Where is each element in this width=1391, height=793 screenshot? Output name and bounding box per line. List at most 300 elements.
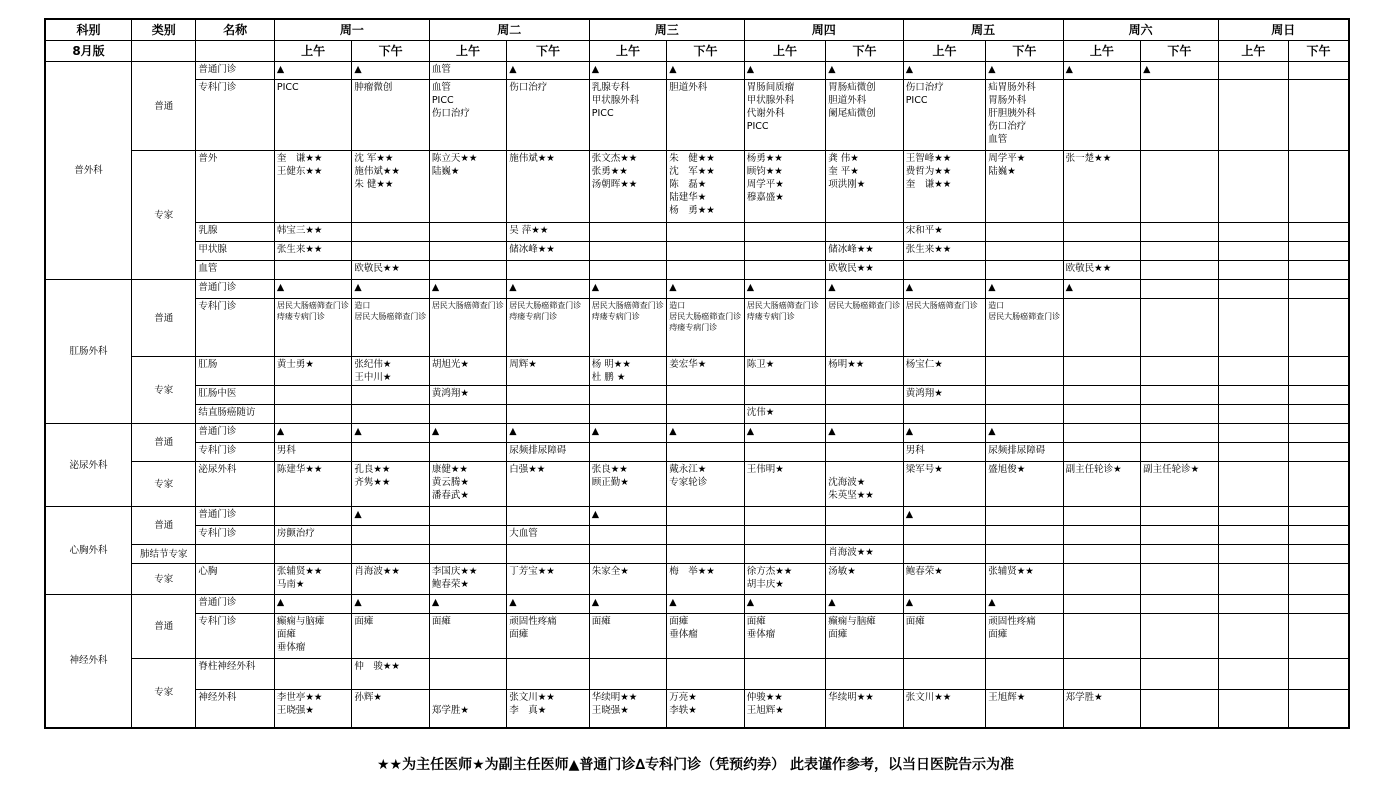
- schedule-cell: [903, 261, 985, 280]
- schedule-cell: [352, 405, 429, 424]
- schedule-cell: 杨明★★: [826, 357, 903, 386]
- schedule-cell: 居民大肠癌筛查门诊: [903, 299, 985, 357]
- schedule-cell: [589, 659, 666, 690]
- schedule-cell: 杨宝仁★: [903, 357, 985, 386]
- schedule-cell: [667, 659, 744, 690]
- schedule-cell: [1218, 507, 1288, 526]
- schedule-cell: [429, 526, 506, 545]
- schedule-cell: ▲: [744, 280, 825, 299]
- schedule-cell: 造口 居民大肠癌筛查门诊 痔瘘专病门诊: [667, 299, 744, 357]
- header-pm: 下午: [986, 41, 1063, 62]
- schedule-cell: [1289, 62, 1349, 80]
- schedule-cell: 黄鸿翔★: [903, 386, 985, 405]
- clinic-name-cell: 普通门诊: [196, 424, 274, 443]
- schedule-cell: 乳腺专科 甲状腺外科 PICC: [589, 80, 666, 151]
- schedule-cell: ▲: [274, 595, 351, 614]
- schedule-cell: [826, 405, 903, 424]
- schedule-cell: [1063, 614, 1140, 659]
- schedule-cell: [744, 443, 825, 462]
- clinic-schedule-table: [44, 18, 1350, 729]
- schedule-cell: [507, 386, 590, 405]
- category-cell: 肺结节专家: [132, 545, 196, 564]
- schedule-cell: ▲: [667, 595, 744, 614]
- schedule-cell: ▲: [429, 280, 506, 299]
- schedule-cell: 杨勇★★ 顾钧★★ 周学平★ 穆嘉盛★: [744, 151, 825, 223]
- schedule-cell: [589, 261, 666, 280]
- schedule-cell: [903, 659, 985, 690]
- header-day-tue: 周二: [429, 19, 589, 41]
- schedule-cell: 面瘫 垂体瘤: [744, 614, 825, 659]
- schedule-cell: [429, 223, 506, 242]
- schedule-row: [45, 526, 1349, 545]
- schedule-cell: [1218, 659, 1288, 690]
- schedule-cell: 梁军号★: [903, 462, 985, 507]
- header-am: 上午: [1218, 41, 1288, 62]
- schedule-cell: [826, 507, 903, 526]
- schedule-cell: [903, 405, 985, 424]
- schedule-cell: [1218, 223, 1288, 242]
- department-cell: 心胸外科: [45, 507, 132, 595]
- schedule-cell: 尿频排尿障碍: [507, 443, 590, 462]
- schedule-cell: 姜宏华★: [667, 357, 744, 386]
- schedule-cell: [1289, 443, 1349, 462]
- schedule-cell: 顽固性疼痛 面瘫: [507, 614, 590, 659]
- header-day-wed: 周三: [589, 19, 744, 41]
- legend-footer: ★★为主任医师★为副主任医师▲普通门诊∆专科门诊（凭预约券） 此表谨作参考，以当日医院告示为准: [376, 757, 1015, 773]
- schedule-cell: [744, 242, 825, 261]
- schedule-cell: [1141, 443, 1218, 462]
- schedule-cell: [589, 405, 666, 424]
- clinic-name-cell: 专科门诊: [196, 614, 274, 659]
- schedule-cell: [667, 443, 744, 462]
- schedule-cell: [986, 405, 1063, 424]
- schedule-cell: [1218, 690, 1288, 728]
- schedule-cell: [1289, 280, 1349, 299]
- schedule-cell: [1141, 151, 1218, 223]
- schedule-cell: [986, 261, 1063, 280]
- schedule-row: [45, 357, 1349, 386]
- schedule-cell: [1218, 405, 1288, 424]
- schedule-cell: [352, 545, 429, 564]
- clinic-name-cell: 血管: [196, 261, 274, 280]
- schedule-cell: [986, 545, 1063, 564]
- schedule-cell: 黄鸿翔★: [429, 386, 506, 405]
- schedule-cell: [1141, 261, 1218, 280]
- schedule-cell: [429, 659, 506, 690]
- schedule-cell: [1218, 261, 1288, 280]
- clinic-name-cell: 专科门诊: [196, 443, 274, 462]
- schedule-cell: [744, 526, 825, 545]
- category-cell: 专家: [132, 151, 196, 280]
- schedule-cell: 陈卫★: [744, 357, 825, 386]
- clinic-name-cell: 神经外科: [196, 690, 274, 728]
- schedule-cell: ▲: [826, 280, 903, 299]
- category-cell: 普通: [132, 424, 196, 462]
- schedule-cell: 居民大肠癌筛查门诊 痔瘘专病门诊: [507, 299, 590, 357]
- schedule-cell: [986, 659, 1063, 690]
- schedule-cell: [1141, 280, 1218, 299]
- schedule-cell: 周辉★: [507, 357, 590, 386]
- schedule-cell: 储冰峰★★: [826, 242, 903, 261]
- schedule-cell: 面瘫 垂体瘤: [667, 614, 744, 659]
- schedule-cell: [1141, 242, 1218, 261]
- schedule-row: [45, 223, 1349, 242]
- schedule-cell: [826, 386, 903, 405]
- schedule-cell: [1218, 299, 1288, 357]
- schedule-row: [45, 242, 1349, 261]
- schedule-cell: [667, 242, 744, 261]
- schedule-cell: 奎 谦★★ 王健东★★: [274, 151, 351, 223]
- schedule-row: [45, 62, 1349, 80]
- schedule-cell: 丁芳宝★★: [507, 564, 590, 595]
- schedule-cell: [1063, 659, 1140, 690]
- schedule-row: [45, 80, 1349, 151]
- clinic-name-cell: 肛肠中医: [196, 386, 274, 405]
- schedule-cell: ▲: [352, 280, 429, 299]
- schedule-cell: [274, 386, 351, 405]
- schedule-cell: 尿频排尿障碍: [986, 443, 1063, 462]
- schedule-cell: [1141, 659, 1218, 690]
- schedule-row: [45, 424, 1349, 443]
- schedule-cell: 储冰峰★★: [507, 242, 590, 261]
- schedule-cell: [352, 443, 429, 462]
- schedule-cell: 黄士勇★: [274, 357, 351, 386]
- schedule-cell: ▲: [589, 424, 666, 443]
- schedule-cell: [744, 223, 825, 242]
- schedule-cell: [1063, 386, 1140, 405]
- schedule-cell: 陈立天★★ 陆巍★: [429, 151, 506, 223]
- schedule-cell: 胃肠间质瘤 甲状腺外科 代谢外科 PICC: [744, 80, 825, 151]
- schedule-row: [45, 614, 1349, 659]
- schedule-cell: 盛旭俊★: [986, 462, 1063, 507]
- schedule-cell: [1289, 299, 1349, 357]
- schedule-cell: ▲: [352, 507, 429, 526]
- schedule-cell: 韩宝三★★: [274, 223, 351, 242]
- schedule-cell: 大血管: [507, 526, 590, 545]
- schedule-row: [45, 690, 1349, 728]
- schedule-cell: [667, 405, 744, 424]
- schedule-cell: [1218, 443, 1288, 462]
- schedule-cell: 郑学胜★: [1063, 690, 1140, 728]
- schedule-cell: 李国庆★★ 鲍春荣★: [429, 564, 506, 595]
- schedule-cell: 张辅贤★★: [986, 564, 1063, 595]
- clinic-name-cell: 脊柱神经外科: [196, 659, 274, 690]
- schedule-cell: 胡旭光★: [429, 357, 506, 386]
- schedule-cell: [1289, 595, 1349, 614]
- schedule-cell: [986, 357, 1063, 386]
- schedule-cell: 居民大肠癌筛查门诊 痔瘘专病门诊: [589, 299, 666, 357]
- schedule-cell: ▲: [507, 595, 590, 614]
- schedule-cell: [986, 242, 1063, 261]
- schedule-cell: 张纪伟★ 王中川★: [352, 357, 429, 386]
- schedule-cell: [667, 507, 744, 526]
- schedule-cell: [1218, 595, 1288, 614]
- schedule-cell: [1289, 690, 1349, 728]
- department-cell: 肛肠外科: [45, 280, 132, 424]
- schedule-cell: [826, 659, 903, 690]
- schedule-cell: 白强★★: [507, 462, 590, 507]
- schedule-cell: [986, 526, 1063, 545]
- schedule-cell: [1141, 223, 1218, 242]
- schedule-cell: [1063, 507, 1140, 526]
- schedule-cell: 欧敬民★★: [826, 261, 903, 280]
- schedule-cell: [1063, 242, 1140, 261]
- category-cell: 普通: [132, 280, 196, 357]
- schedule-cell: 男科: [903, 443, 985, 462]
- schedule-cell: [1141, 526, 1218, 545]
- schedule-cell: 沈伟★: [744, 405, 825, 424]
- schedule-cell: ▲: [826, 424, 903, 443]
- schedule-cell: [1063, 526, 1140, 545]
- schedule-cell: 疝胃肠外科 胃肠外科 肝胆胰外科 伤口治疗 血管: [986, 80, 1063, 151]
- schedule-row: [45, 507, 1349, 526]
- schedule-cell: [1289, 564, 1349, 595]
- schedule-cell: 胃肠疝微创 胆道外科 阑尾疝微创: [826, 80, 903, 151]
- schedule-cell: ▲: [429, 595, 506, 614]
- schedule-cell: [1289, 507, 1349, 526]
- schedule-cell: 肖海波★★: [352, 564, 429, 595]
- schedule-cell: ▲: [986, 62, 1063, 80]
- schedule-cell: 血管: [429, 62, 506, 80]
- schedule-cell: [429, 405, 506, 424]
- schedule-cell: 华续明★★ 王晓强★: [589, 690, 666, 728]
- schedule-cell: [274, 261, 351, 280]
- header-blank: [132, 41, 196, 62]
- schedule-cell: [507, 545, 590, 564]
- category-cell: 专家: [132, 357, 196, 424]
- category-cell: 普通: [132, 62, 196, 151]
- schedule-cell: 仲骏★★ 王旭辉★: [744, 690, 825, 728]
- schedule-cell: 造口 居民大肠癌筛查门诊: [352, 299, 429, 357]
- schedule-cell: [589, 386, 666, 405]
- clinic-name-cell: 肛肠: [196, 357, 274, 386]
- schedule-cell: [826, 526, 903, 545]
- schedule-cell: PICC: [274, 80, 351, 151]
- schedule-cell: ▲: [429, 424, 506, 443]
- schedule-cell: [1289, 659, 1349, 690]
- schedule-cell: 戴永江★ 专家轮诊: [667, 462, 744, 507]
- schedule-cell: [1063, 299, 1140, 357]
- schedule-cell: [1063, 443, 1140, 462]
- schedule-cell: 鲍春荣★: [903, 564, 985, 595]
- schedule-cell: [1218, 614, 1288, 659]
- schedule-cell: 面瘫: [903, 614, 985, 659]
- schedule-cell: [429, 242, 506, 261]
- schedule-cell: ▲: [903, 280, 985, 299]
- header-pm: 下午: [1289, 41, 1349, 62]
- clinic-name-cell: 结直肠癌随访: [196, 405, 274, 424]
- clinic-name-cell: 专科门诊: [196, 299, 274, 357]
- schedule-cell: 癫痫与脑瘫 面瘫: [826, 614, 903, 659]
- schedule-cell: [1141, 424, 1218, 443]
- schedule-cell: [986, 223, 1063, 242]
- schedule-cell: ▲: [1141, 62, 1218, 80]
- schedule-cell: [1141, 564, 1218, 595]
- schedule-cell: 面瘫: [589, 614, 666, 659]
- schedule-cell: 肖海波★★: [826, 545, 903, 564]
- schedule-cell: [1063, 595, 1140, 614]
- schedule-cell: [1289, 462, 1349, 507]
- schedule-cell: [1218, 462, 1288, 507]
- schedule-cell: 居民大肠癌筛查门诊 痔瘘专病门诊: [744, 299, 825, 357]
- schedule-cell: 杨 明★★ 杜 鹏 ★: [589, 357, 666, 386]
- schedule-cell: [429, 507, 506, 526]
- schedule-cell: [667, 526, 744, 545]
- schedule-cell: 伤口治疗: [507, 80, 590, 151]
- schedule-cell: [1289, 151, 1349, 223]
- schedule-cell: [986, 507, 1063, 526]
- schedule-cell: [429, 261, 506, 280]
- schedule-cell: [507, 261, 590, 280]
- schedule-cell: [826, 443, 903, 462]
- schedule-cell: 万亮★ 李轶★: [667, 690, 744, 728]
- schedule-cell: 李世亭★★ 王晓强★: [274, 690, 351, 728]
- schedule-cell: 宋和平★: [903, 223, 985, 242]
- schedule-cell: [1141, 405, 1218, 424]
- schedule-cell: 血管 PICC 伤口治疗: [429, 80, 506, 151]
- schedule-cell: [1289, 357, 1349, 386]
- header-am: 上午: [1063, 41, 1140, 62]
- clinic-name-cell: 普通门诊: [196, 507, 274, 526]
- schedule-cell: [1289, 223, 1349, 242]
- schedule-cell: ▲: [903, 507, 985, 526]
- schedule-cell: [589, 242, 666, 261]
- schedule-cell: ▲: [274, 424, 351, 443]
- schedule-cell: [1218, 424, 1288, 443]
- schedule-cell: [667, 261, 744, 280]
- schedule-cell: 张文川★★: [903, 690, 985, 728]
- schedule-cell: [1218, 386, 1288, 405]
- schedule-cell: 陈建华★★: [274, 462, 351, 507]
- header-blank: [196, 41, 274, 62]
- clinic-name-cell: 专科门诊: [196, 526, 274, 545]
- header-day-fri: 周五: [903, 19, 1063, 41]
- schedule-cell: [1141, 507, 1218, 526]
- clinic-name-cell: 专科门诊: [196, 80, 274, 151]
- schedule-cell: [429, 545, 506, 564]
- header-name: 名称: [196, 19, 274, 41]
- schedule-cell: [744, 545, 825, 564]
- schedule-cell: 梅 举★★: [667, 564, 744, 595]
- schedule-row: [45, 443, 1349, 462]
- schedule-cell: 朱 健★★ 沈 军★★ 陈 磊★ 陆建华★ 杨 勇★★: [667, 151, 744, 223]
- schedule-cell: [1289, 261, 1349, 280]
- schedule-cell: ▲: [903, 424, 985, 443]
- schedule-cell: 面瘫: [429, 614, 506, 659]
- schedule-row: [45, 280, 1349, 299]
- schedule-cell: [1063, 223, 1140, 242]
- schedule-cell: [507, 507, 590, 526]
- header-version: 8月版: [45, 41, 132, 62]
- schedule-cell: 周学平★ 陆巍★: [986, 151, 1063, 223]
- schedule-cell: 欧敬民★★: [1063, 261, 1140, 280]
- schedule-cell: 郑学胜★: [429, 690, 506, 728]
- clinic-name-cell: 普外: [196, 151, 274, 223]
- schedule-cell: [1289, 424, 1349, 443]
- schedule-cell: 癫痫与脑瘫 面瘫 垂体瘤: [274, 614, 351, 659]
- schedule-cell: [1218, 242, 1288, 261]
- schedule-cell: 张辅贤★★ 马南★: [274, 564, 351, 595]
- schedule-cell: [1218, 545, 1288, 564]
- schedule-cell: [1218, 526, 1288, 545]
- schedule-cell: 孔良★★ 齐隽★★: [352, 462, 429, 507]
- schedule-row: [45, 405, 1349, 424]
- schedule-cell: ▲: [589, 595, 666, 614]
- schedule-cell: [1289, 526, 1349, 545]
- schedule-cell: 顽固性疼痛 面瘫: [986, 614, 1063, 659]
- schedule-cell: 王伟明★: [744, 462, 825, 507]
- schedule-cell: 居民大肠癌筛查门诊 痔瘘专病门诊: [274, 299, 351, 357]
- schedule-cell: [1141, 595, 1218, 614]
- schedule-cell: ▲: [274, 62, 351, 80]
- schedule-cell: [1289, 614, 1349, 659]
- schedule-cell: [589, 545, 666, 564]
- schedule-cell: ▲: [826, 62, 903, 80]
- schedule-cell: 副主任轮诊★: [1141, 462, 1218, 507]
- schedule-cell: 康健★★ 黄云腾★ 潘春武★: [429, 462, 506, 507]
- schedule-cell: ▲: [986, 280, 1063, 299]
- schedule-cell: [274, 405, 351, 424]
- schedule-cell: [1289, 405, 1349, 424]
- category-cell: 专家: [132, 659, 196, 728]
- schedule-cell: [1063, 80, 1140, 151]
- schedule-cell: ▲: [352, 424, 429, 443]
- header-pm: 下午: [352, 41, 429, 62]
- schedule-cell: 吴 萍★★: [507, 223, 590, 242]
- schedule-cell: [1063, 424, 1140, 443]
- schedule-cell: ▲: [826, 595, 903, 614]
- category-cell: 专家: [132, 462, 196, 507]
- schedule-row: [45, 462, 1349, 507]
- schedule-cell: 肿瘤微创: [352, 80, 429, 151]
- schedule-cell: [1141, 80, 1218, 151]
- header-pm: 下午: [1141, 41, 1218, 62]
- schedule-cell: ▲: [589, 280, 666, 299]
- schedule-cell: [1289, 80, 1349, 151]
- department-cell: 神经外科: [45, 595, 132, 728]
- schedule-cell: ▲: [667, 62, 744, 80]
- schedule-cell: 施伟斌★★: [507, 151, 590, 223]
- schedule-cell: [1141, 299, 1218, 357]
- schedule-cell: [1289, 386, 1349, 405]
- category-cell: 专家: [132, 564, 196, 595]
- schedule-cell: 沈 军★★ 施伟斌★★ 朱 健★★: [352, 151, 429, 223]
- schedule-cell: [1063, 405, 1140, 424]
- schedule-cell: [903, 526, 985, 545]
- schedule-cell: 王智峰★★ 费哲为★★ 奎 谦★★: [903, 151, 985, 223]
- schedule-cell: ▲: [667, 424, 744, 443]
- schedule-row: [45, 151, 1349, 223]
- schedule-cell: [1141, 614, 1218, 659]
- schedule-cell: [1218, 280, 1288, 299]
- schedule-row: [45, 659, 1349, 690]
- schedule-cell: 朱家全★: [589, 564, 666, 595]
- header-day-sat: 周六: [1063, 19, 1218, 41]
- schedule-cell: ▲: [352, 595, 429, 614]
- header-day-mon: 周一: [274, 19, 429, 41]
- schedule-cell: ▲: [589, 507, 666, 526]
- schedule-cell: [744, 386, 825, 405]
- schedule-cell: 张一楚★★: [1063, 151, 1140, 223]
- schedule-cell: ▲: [744, 595, 825, 614]
- schedule-cell: 欧敬民★★: [352, 261, 429, 280]
- header-pm: 下午: [667, 41, 744, 62]
- schedule-cell: [274, 659, 351, 690]
- schedule-row: [45, 261, 1349, 280]
- schedule-cell: 汤敏★: [826, 564, 903, 595]
- schedule-cell: [589, 526, 666, 545]
- schedule-row: [45, 545, 1349, 564]
